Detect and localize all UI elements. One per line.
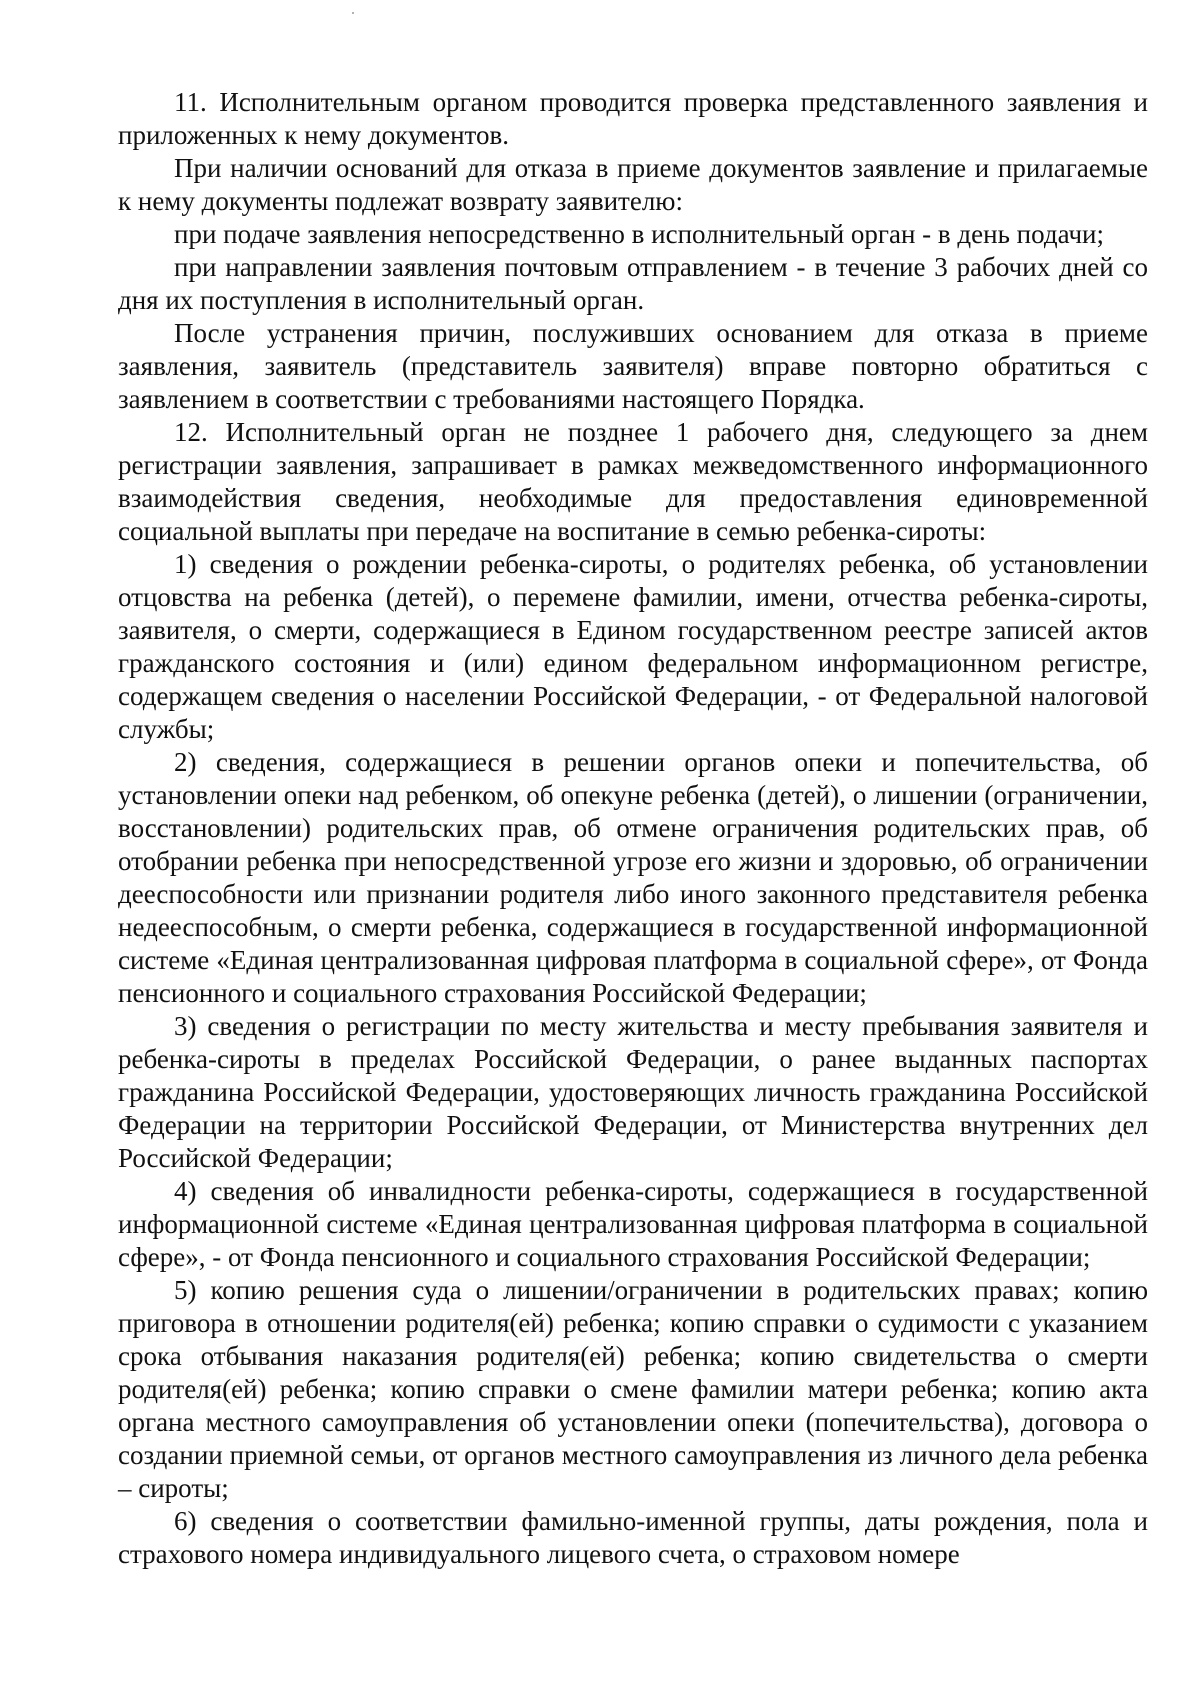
paragraph-direct-submission: при подаче заявления непосредственно в исполнительный орган - в день подачи; xyxy=(174,219,1104,249)
paragraph-resubmission: После устранения причин, послуживших основанием для отказа в приеме заявления, заявитель (представитель заявителя) вправе повторно обратиться с заявлением в соответствии с требованиями настоящего Порядка. xyxy=(118,318,1148,414)
paragraph-refusal-grounds: При наличии оснований для отказа в приеме документов заявление и прилагаемые к нему документы подлежат возврату заявителю: xyxy=(118,153,1148,216)
paragraph-item-2: 2) сведения, содержащиеся в решении органов опеки и попечительства, об установлении опеки над ребенком, об опекуне ребенка (детей), о лишении (ограничении, восстановлении) родительских прав, об отмене ограничения родительских прав, об отобрании ребенка при непосредственной угрозе его жизни и здоровью, об ограничении дееспособности или признании родителя либо иного законного представителя ребенка недееспособным, о смерти ребенка, содержащиеся в государственной информационной системе «Единая централизованная цифровая платформа в социальной сфере», от Фонда пенсионного и социального страхования Российской Федерации; xyxy=(118,747,1148,1008)
scan-dot xyxy=(352,12,354,14)
paragraph-item-6: 6) сведения о соответствии фамильно-именной группы, даты рождения, пола и страхового номера индивидуального лицевого счета, о страховом номере xyxy=(118,1506,1148,1569)
paragraph-item-1: 1) сведения о рождении ребенка-сироты, о родителях ребенка, об установлении отцовства на ребенка (детей), о перемене фамилии, имени, отчества ребенка-сироты, заявителя, о смерти, содержащиеся в Едином государственном реестре записей актов гражданского состояния и (или) едином федеральном информационном регистре, содержащем сведения о населении Российской Федерации, - от Федеральной налоговой службы; xyxy=(118,549,1148,744)
paragraph-12: 12. Исполнительный орган не позднее 1 рабочего дня, следующего за днем регистрации заявления, запрашивает в рамках межведомственного информационного взаимодействия сведения, необходимые для предоставления единовременной социальной выплаты при передаче на воспитание в семью ребенка-сироты: xyxy=(118,417,1148,546)
paragraph-11: 11. Исполнительным органом проводится проверка представленного заявления и приложенных к нему документов. xyxy=(118,87,1148,150)
paragraph-postal-submission: при направлении заявления почтовым отправлением - в течение 3 рабочих дней со дня их поступления в исполнительный орган. xyxy=(118,252,1148,315)
paragraph-item-4: 4) сведения об инвалидности ребенка-сироты, содержащиеся в государственной информационной системе «Единая централизованная цифровая платформа в социальной сфере», - от Фонда пенсионного и социального страхования Российской Федерации; xyxy=(118,1176,1148,1272)
paragraph-item-5: 5) копию решения суда о лишении/ограничении в родительских правах; копию приговора в отношении родителя(ей) ребенка; копию справки о судимости с указанием срока отбывания наказания родителя(ей) ребенка; копию свидетельства о смерти родителя(ей) ребенка; копию справки о смене фамилии матери ребенка; копию акта органа местного самоуправления об установлении опеки (попечительства), договора о создании приемной семьи, от органов местного самоуправления из личного дела ребенка – сироты; xyxy=(118,1275,1148,1503)
paragraph-item-3: 3) сведения о регистрации по месту жительства и месту пребывания заявителя и ребенка-сироты в пределах Российской Федерации, о ранее выданных паспортах гражданина Российской Федерации, удостоверяющих личность гражданина Российской Федерации на территории Российской Федерации, от Министерства внутренних дел Российской Федерации; xyxy=(118,1011,1148,1173)
